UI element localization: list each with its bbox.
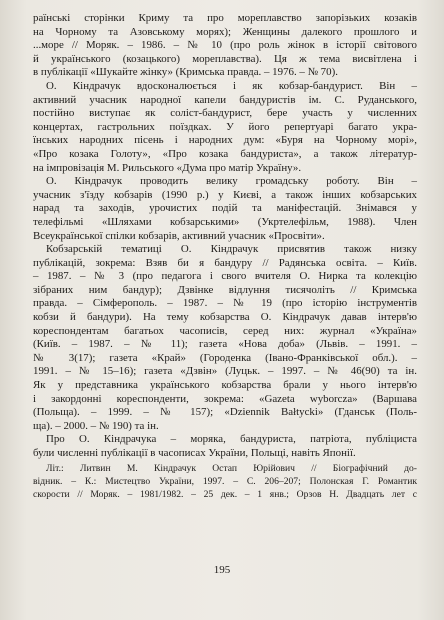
paragraph-3 — [33, 175, 417, 243]
text-line: Як у представника українського кобзарства брали у нього інтерв'ю — [33, 379, 417, 392]
text-line: (Київ. – 1987. – № 11); газета «Нова доба» (Львів. – 1991. – — [33, 338, 417, 351]
text-line: в публікації «Шукайте жінку» (Кримська правда. – 1976. – № 70). — [33, 66, 338, 79]
text-line: О. Кіндрачук вдосконалюється і як кобзар-бандурист. Він – — [46, 79, 417, 92]
text-line: нарад та заходів, урочистих подій та маніфестацій. Знімався у — [33, 202, 417, 215]
text-line: кобзи й бандури). На тему кобзарства О. Кіндрачук давав інтерв'ю — [33, 311, 417, 324]
text-line: кореспондентам багатьох часописів, серед них: журнал «Україна» — [33, 324, 417, 337]
text-line: (Польща). – 1999. – № 157); «Dziennik Bałtycki» (Гданськ (Поль- — [33, 406, 417, 419]
text-line: на імпровізація М. Рильського «Дума про матір Україну». — [33, 161, 302, 174]
text-line: Всеукраїнської спілки кобзарів, активний учасник «Просвіти». — [33, 229, 325, 242]
text-line: Про О. Кіндрачука – моряка, бандуриста, патріота, публіциста — [46, 433, 417, 446]
text-line: були численні публікації в часописах України, Польщі, навіть Японії. — [33, 447, 356, 459]
literature-references — [33, 462, 417, 502]
text-line: – 1987. – № 3 (про педагога і свого вчителя О. Нирка та колекцію — [33, 270, 417, 283]
text-line: 1991. – № 15–16); газета «Дзвін» (Луцьк. – 1997. – № 46(90) та ін. — [33, 365, 417, 378]
reference-line: Літ.: Литвин М. Кіндрачук Остап Юрійович // Біографічний до- — [46, 462, 417, 474]
text-line: «Про козака Голоту», «Про козака бандуриста», а також літератур- — [33, 147, 417, 160]
text-line: постійно виступає як соліст-бандурист, бере участь у численних — [33, 107, 417, 120]
text-line: № 3(17); газета «Край» (Городенка (Івано-Франківської обл.). – — [33, 351, 417, 364]
text-line: ща). – 2000. – № 190) та ін. — [33, 419, 159, 432]
text-line: й українського (козацького) мореплавства). Ця ж тема висвітлена і — [33, 52, 417, 65]
text-line: і закордонні кореспонденти, зокрема: «Gazeta wyborcza» (Варшава — [33, 392, 417, 405]
reference-line: відник. – К.: Мистецтво України, 1997. – С. 206–207; Полонская Г. Романтик — [33, 475, 417, 487]
paragraph-4 — [33, 243, 417, 433]
text-line: О. Кіндрачук проводить велику громадську роботу. Він – — [46, 175, 417, 188]
paragraph-2 — [33, 80, 417, 175]
text-line: їнських народних пісень і народних дум: «Буря на Чорному морі», — [33, 134, 417, 147]
paragraph-5 — [33, 433, 417, 460]
text-line: зібраних ним бандур); Дзвінке відлуння тисячоліть // Кримська — [33, 283, 417, 296]
text-line: ...море // Моряк. – 1986. – № 10 (про роль жінок в історії світового — [33, 39, 417, 52]
text-line: активний учасник народної капели бандуристів ім. С. Руданського, — [33, 93, 417, 106]
text-line: телефільмі «Шляхами кобзарськими» (Укртелефільм, 1988). Член — [33, 215, 417, 228]
text-line: учасник з'їзду кобзарів (1990 р.) у Києві, а також інших кобзарських — [33, 188, 417, 201]
page-number: 195 — [213, 564, 231, 576]
paragraph-1 — [33, 12, 417, 80]
reference-line: скорости // Моряк. – 1981/1982. – 25 дек. – 1 янв.; Орзов Н. Двадцать лет с — [33, 489, 417, 500]
text-line: раїнські сторінки Криму та про мореплавство запорізьких козаків — [33, 12, 417, 24]
text-line: Кобзарській тематиці О. Кіндрачук присвятив також низку — [46, 243, 417, 256]
text-line: на Чорному та Азовському морях); Женщины далекого прошлого и — [33, 25, 417, 38]
page-body — [33, 12, 417, 501]
text-line: публікацій, зокрема: Взяв би я бандуру // Радянська освіта. – Київ. — [33, 256, 417, 269]
text-line: концертах, гастрольних поїздках. У його репертуарі багато укра- — [33, 120, 417, 133]
text-line: правда. – Сімферополь. – 1987. – № 19 (про історію інструментів — [33, 297, 417, 310]
